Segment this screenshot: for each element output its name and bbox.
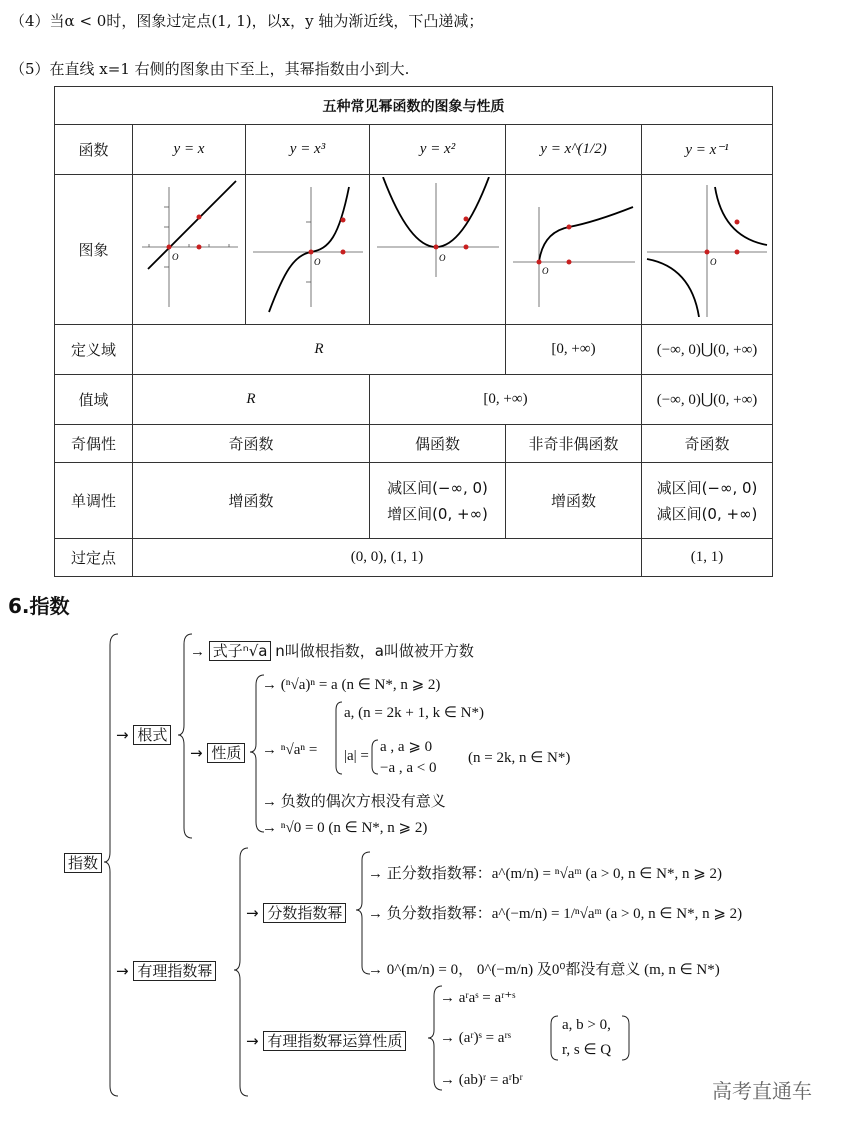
fixed-first: (0, 0), (1, 1) <box>133 539 642 577</box>
fraction-1: a^(m/n) = ⁿ√aᵐ (a > 0, n ∈ N*, n ⩾ 2) <box>491 866 723 882</box>
ops-2: (aʳ)ˢ = aʳˢ <box>458 1030 511 1046</box>
property-4: ⁿ√0 = 0 (n ∈ N*, n ⩾ 2) <box>280 820 428 836</box>
domain-inv: (−∞, 0)⋃(0, +∞) <box>642 325 773 375</box>
fixed-inv: (1, 1) <box>642 539 773 577</box>
intro-line-5: （5）在直线 x=1 右侧的图象由下至上，其幂指数由小到大. <box>10 60 410 78</box>
parity-odd-1: 奇函数 <box>133 425 370 463</box>
section-title: 6.指数 <box>8 594 70 618</box>
domain-sqrt: [0, +∞) <box>506 325 642 375</box>
row-label-function: 函数 <box>55 125 133 175</box>
node-fraction: 分数指数幂 <box>263 903 346 923</box>
range-mid: [0, +∞) <box>370 375 642 425</box>
ops-2-cond-2: r, s ∈ Q <box>562 1042 612 1058</box>
intro-line-4: （4）当α < 0时，图象过定点(1, 1)，以x，y 轴为渐近线，下凸递减； <box>10 12 484 30</box>
node-rational: 有理指数幂 <box>133 961 216 981</box>
node-property: 性质 <box>207 743 245 763</box>
domain-first: R <box>133 325 506 375</box>
svg-text:O: O <box>710 257 717 267</box>
parity-even: 偶函数 <box>370 425 506 463</box>
node-ops: 有理指数幂运算性质 <box>263 1031 406 1051</box>
radical-def-text: n叫做根指数，a叫做被开方数 <box>275 642 474 660</box>
node-radical: 根式 <box>133 725 171 745</box>
svg-text:O: O <box>313 257 320 267</box>
row-label-range: 值域 <box>55 375 133 425</box>
mono-inv-dec-1: 减区间(−∞, 0) <box>656 478 758 497</box>
property-2b-lead: |a| = <box>344 748 369 764</box>
fraction-2-label: 负分数指数幂： <box>386 904 492 922</box>
row-label-parity: 奇偶性 <box>55 425 133 463</box>
svg-text:O: O <box>541 266 548 276</box>
node-root: 指数 <box>64 853 102 873</box>
node-radical-def: 式子ⁿ√a <box>209 641 272 661</box>
property-1: (ⁿ√a)ⁿ = a (n ∈ N*, n ⩾ 2) <box>280 677 441 693</box>
parity-odd-2: 奇函数 <box>642 425 773 463</box>
func-x: y = x <box>133 125 246 175</box>
mono-square-inc: 增区间(0, +∞) <box>387 504 488 523</box>
range-inv: (−∞, 0)⋃(0, +∞) <box>642 375 773 425</box>
property-2b-1: a , a ⩾ 0 <box>380 739 433 755</box>
property-2-lead: ⁿ√aⁿ = <box>280 742 318 758</box>
func-x3: y = x³ <box>246 125 370 175</box>
svg-text:O: O <box>172 252 179 262</box>
fraction-1-label: 正分数指数幂： <box>386 864 492 882</box>
row-label-domain: 定义域 <box>55 325 133 375</box>
watermark: 高考直通车 <box>712 1079 812 1103</box>
svg-text:O: O <box>438 253 445 263</box>
property-2b-cond: (n = 2k, n ∈ N*) <box>468 750 571 766</box>
mono-inv-dec-2: 减区间(0, +∞) <box>656 504 758 523</box>
func-sqrt: y = x^(1/2) <box>506 125 642 175</box>
row-label-graph: 图象 <box>55 175 133 325</box>
ops-1: aʳaˢ = aʳ⁺ˢ <box>458 990 516 1006</box>
row-label-mono: 单调性 <box>55 463 133 539</box>
table-title: 五种常见幂函数的图象与性质 <box>55 87 773 125</box>
property-2b-2: −a , a < 0 <box>380 760 437 776</box>
property-3: 负数的偶次方根没有意义 <box>280 792 446 810</box>
row-label-fixed: 过定点 <box>55 539 133 577</box>
mono-square-dec: 减区间(−∞, 0) <box>387 478 488 497</box>
mono-inc-2: 增函数 <box>506 463 642 539</box>
range-first: R <box>133 375 370 425</box>
fraction-2: a^(−m/n) = 1/ⁿ√aᵐ (a > 0, n ∈ N*, n ⩾ 2) <box>491 906 743 922</box>
ops-2-cond-1: a, b > 0, <box>562 1017 611 1033</box>
fraction-3: 0^(m/n) = 0， 0^(−m/n) 及0⁰都没有意义 (m, n ∈ N*) <box>386 962 720 978</box>
property-2a: a, (n = 2k + 1, k ∈ N*) <box>344 705 484 721</box>
func-inv: y = x⁻¹ <box>642 125 773 175</box>
ops-3: (ab)ʳ = aʳbʳ <box>458 1072 523 1088</box>
parity-neither: 非奇非偶函数 <box>506 425 642 463</box>
func-x2: y = x² <box>370 125 506 175</box>
mono-inc-1: 增函数 <box>133 463 370 539</box>
